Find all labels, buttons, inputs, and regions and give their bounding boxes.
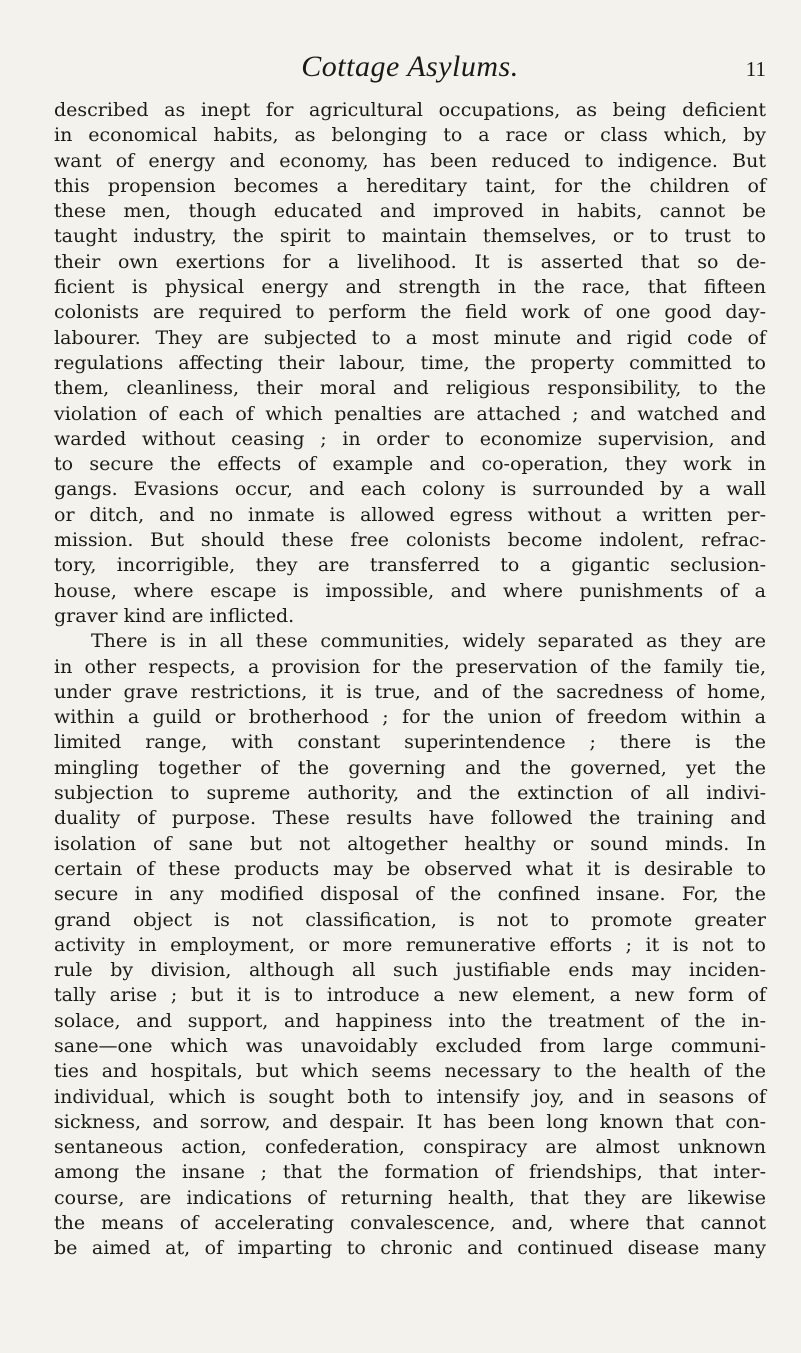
text-line: certain of these products may be observed what it is desirable to <box>54 857 766 880</box>
text-line: rule by division, although all such justifiable ends may inciden- <box>54 959 766 982</box>
text-line: grand object is not classification, is not to promote greater <box>54 908 766 931</box>
text-line: taught industry, the spirit to maintain themselves, or to trust to <box>54 225 766 248</box>
text-line: secure in any modified disposal of the confined insane. For, the <box>54 883 766 906</box>
text-line: solace, and support, and happiness into the treatment of the in- <box>54 1009 766 1032</box>
text-line: individual, which is sought both to intensify joy, and in seasons of <box>54 1085 766 1108</box>
text-line: ficient is physical energy and strength in the race, that fifteen <box>54 276 766 299</box>
text-line: subjection to supreme authority, and the extinction of all indivi- <box>54 782 766 805</box>
text-line: or ditch, and no inmate is allowed egress without a written per- <box>54 503 766 526</box>
text-line: labourer. They are subjected to a most minute and rigid code of <box>54 326 766 349</box>
text-line: their own exertions for a livelihood. It is asserted that so de- <box>54 250 766 273</box>
text-line-paragraph-start: There is in all these communities, widely separated as they are <box>91 630 766 653</box>
running-title: Cottage Asylums. <box>301 50 519 83</box>
text-line: ties and hospitals, but which seems necessary to the health of the <box>54 1060 766 1083</box>
text-line: want of energy and economy, has been reduced to indigence. But <box>54 149 766 172</box>
text-line: them, cleanliness, their moral and religious responsibility, to the <box>54 377 766 400</box>
text-line: duality of purpose. These results have followed the training and <box>54 807 766 830</box>
text-line: sentaneous action, confederation, conspiracy are almost unknown <box>54 1136 766 1159</box>
body-text <box>54 98 766 1262</box>
text-line: tory, incorrigible, they are transferred to a gigantic seclusion- <box>54 554 766 577</box>
text-line: isolation of sane but not altogether healthy or sound minds. In <box>54 832 766 855</box>
text-line: tally arise ; but it is to introduce a new element, a new form of <box>54 984 766 1007</box>
text-line: this propension becomes a hereditary taint, for the children of <box>54 174 766 197</box>
text-line: gangs. Evasions occur, and each colony is surrounded by a wall <box>54 478 766 501</box>
text-line: under grave restrictions, it is true, and of the sacredness of home, <box>54 680 766 703</box>
text-line: be aimed at, of imparting to chronic and continued disease many <box>54 1237 766 1260</box>
text-line: activity in employment, or more remunerative efforts ; it is not to <box>54 933 766 956</box>
text-line: mission. But should these free colonists become indolent, refrac- <box>54 529 766 552</box>
text-line: in other respects, a provision for the preservation of the family tie, <box>54 655 766 678</box>
text-line: sickness, and sorrow, and despair. It has been long known that con- <box>54 1110 766 1133</box>
text-line: to secure the effects of example and co-operation, they work in <box>54 453 766 476</box>
text-line: violation of each of which penalties are attached ; and watched and <box>54 402 766 425</box>
text-line: the means of accelerating convalescence, and, where that cannot <box>54 1212 766 1235</box>
text-line: mingling together of the governing and the governed, yet the <box>54 756 766 779</box>
text-line: within a guild or brotherhood ; for the union of freedom within a <box>54 706 766 729</box>
text-line: course, are indications of returning health, that they are likewise <box>54 1186 766 1209</box>
text-line: colonists are required to perform the field work of one good day- <box>54 301 766 324</box>
text-line: sane—one which was unavoidably excluded from large communi- <box>54 1034 766 1057</box>
text-line: regulations affecting their labour, time, the property committed to <box>54 351 766 374</box>
page-number: 11 <box>745 57 766 81</box>
text-line: among the insane ; that the formation of friendships, that inter- <box>54 1161 766 1184</box>
text-line: described as inept for agricultural occupations, as being deficient <box>54 99 766 121</box>
running-head <box>54 50 766 84</box>
text-line: in economical habits, as belonging to a race or class which, by <box>54 124 766 147</box>
text-line: limited range, with constant superintendence ; there is the <box>54 731 766 754</box>
text-line-paragraph-end: graver kind are inflicted. <box>54 604 295 627</box>
text-line: these men, though educated and improved in habits, cannot be <box>54 200 766 223</box>
text-line: warded without ceasing ; in order to economize supervision, and <box>54 427 766 450</box>
text-line: house, where escape is impossible, and where punishments of a <box>54 579 766 602</box>
